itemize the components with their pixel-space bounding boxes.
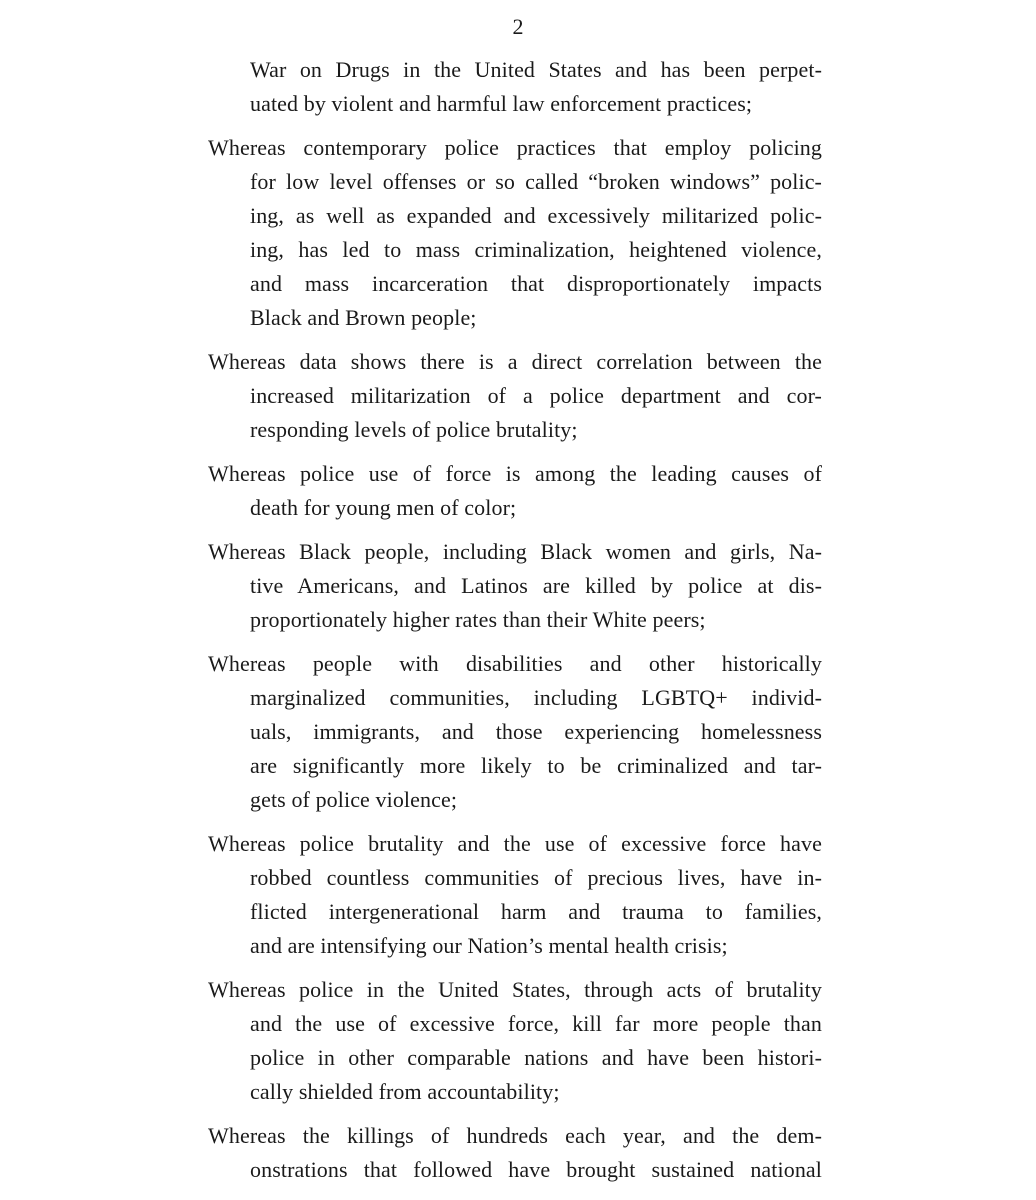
paragraph-line: proportionately higher rates than their White peers; <box>250 607 706 632</box>
whereas-clause <box>208 131 822 335</box>
paragraph-line: police in other comparable nations and have been histori- <box>250 1045 822 1070</box>
page-number: 2 <box>512 14 524 39</box>
paragraph-line: ing, as well as expanded and excessively militarized polic- <box>250 203 822 228</box>
paragraph-line: and mass incarceration that disproportionately impacts <box>250 271 822 296</box>
paragraph-line: marginalized communities, including LGBTQ+ individ- <box>250 685 822 710</box>
paragraph-line: Whereas people with disabilities and other historically <box>208 651 822 676</box>
paragraph-line: gets of police violence; <box>250 787 458 812</box>
whereas-clause <box>208 647 822 817</box>
whereas-clause <box>208 827 822 963</box>
paragraph-line: robbed countless communities of precious lives, have in- <box>250 865 822 890</box>
paragraph-line: and the use of excessive force, kill far more people than <box>250 1011 822 1036</box>
paragraph-line: Black and Brown people; <box>250 305 477 330</box>
paragraph-line: Whereas Black people, including Black women and girls, Na- <box>208 539 822 564</box>
paragraph-line: War on Drugs in the United States and has been perpet- <box>250 57 822 82</box>
whereas-clause <box>208 345 822 447</box>
paragraph-line: for low level offenses or so called “broken windows” polic- <box>250 169 822 194</box>
paragraph-line: uals, immigrants, and those experiencing homelessness <box>250 719 822 744</box>
paragraph-line: Whereas police in the United States, through acts of brutality <box>208 977 822 1002</box>
paragraph-line: death for young men of color; <box>250 495 517 520</box>
paragraph-line: Whereas police use of force is among the leading causes of <box>208 461 822 486</box>
paragraph-line: are significantly more likely to be criminalized and tar- <box>250 753 822 778</box>
paragraph-line: cally shielded from accountability; <box>250 1079 560 1104</box>
paragraph-line: ing, has led to mass criminalization, heightened violence, <box>250 237 822 262</box>
paragraph-line: flicted intergenerational harm and trauma to families, <box>250 899 822 924</box>
paragraph-line: Whereas data shows there is a direct correlation between the <box>208 349 822 374</box>
paragraph-line: Whereas contemporary police practices that employ policing <box>208 135 822 160</box>
paragraph-line: onstrations that followed have brought sustained national <box>250 1157 822 1182</box>
document-body <box>208 53 822 1197</box>
paragraph-line: and are intensifying our Nation’s mental health crisis; <box>250 933 728 958</box>
whereas-clause <box>208 1119 822 1187</box>
paragraph-line: increased militarization of a police department and cor- <box>250 383 822 408</box>
paragraph-line: uated by violent and harmful law enforcement practices; <box>250 91 753 116</box>
whereas-clause <box>208 457 822 525</box>
whereas-clause <box>208 973 822 1109</box>
paragraph-continuation <box>208 53 822 121</box>
paragraph-line: Whereas the killings of hundreds each year, and the dem- <box>208 1123 822 1148</box>
paragraph-line: Whereas police brutality and the use of excessive force have <box>208 831 822 856</box>
paragraph-line: responding levels of police brutality; <box>250 417 578 442</box>
paragraph-line: tive Americans, and Latinos are killed by police at dis- <box>250 573 822 598</box>
whereas-clause <box>208 535 822 637</box>
